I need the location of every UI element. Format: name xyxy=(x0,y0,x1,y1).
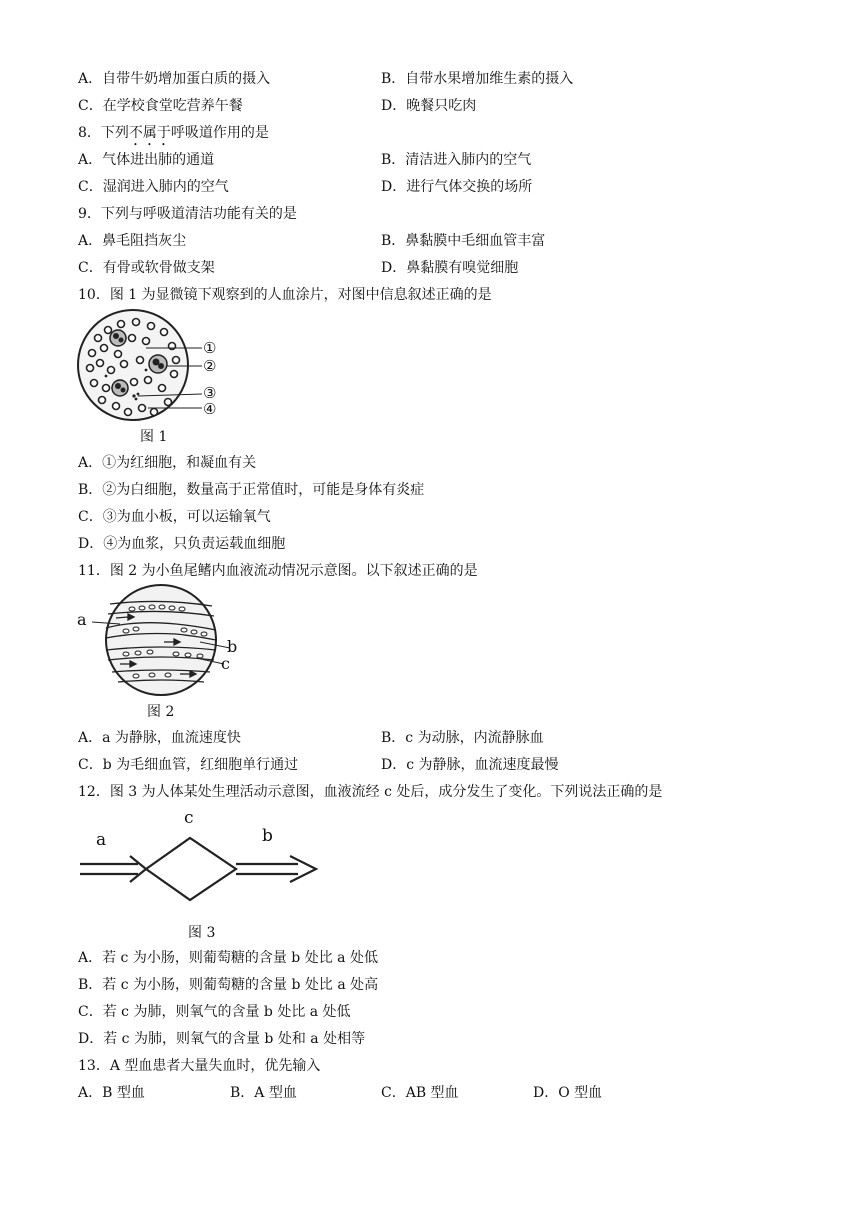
q11-option-c: C．b 为毛细血管，红细胞单行通过 xyxy=(78,757,299,773)
figure3-label-b: b xyxy=(262,826,273,846)
q8-option-d: D．进行气体交换的场所 xyxy=(381,179,533,195)
q12-option-d: D．若 c 为肺，则氧气的含量 b 处和 a 处相等 xyxy=(78,1031,366,1047)
figure2-label-a: a xyxy=(77,610,87,629)
q7-option-d: D．晚餐只吃肉 xyxy=(381,98,477,114)
figure1-label-4: ④ xyxy=(203,400,217,418)
q8-stem-post: 呼吸道作用的是 xyxy=(170,125,269,141)
figure1-label-3: ③ xyxy=(203,384,217,402)
q10-option-a: A．①为红细胞，和凝血有关 xyxy=(78,455,257,471)
figure3-caption: 图 3 xyxy=(188,925,216,941)
figure3-label-a: a xyxy=(96,830,107,850)
q12-option-a: A．若 c 为小肠，则葡萄糖的含量 b 处比 a 处低 xyxy=(78,950,378,966)
q10-option-c: C．③为血小板，可以运输氧气 xyxy=(78,509,271,525)
figure2-label-c: c xyxy=(221,654,230,673)
blood-flow-diagram xyxy=(76,822,326,902)
fish-tail-blood-flow-figure xyxy=(76,584,246,698)
q12-option-b: B．若 c 为小肠，则葡萄糖的含量 b 处比 a 处高 xyxy=(78,977,379,993)
figure2-label-b: b xyxy=(227,637,238,656)
q8-stem xyxy=(78,124,269,149)
q9-option-c: C．有骨或软骨做支架 xyxy=(78,260,215,276)
q8-stem-pre: 8．下列 xyxy=(78,125,129,141)
q11-option-b: B．c 为动脉，内流静脉血 xyxy=(381,730,544,746)
q9-option-a: A．鼻毛阻挡灰尘 xyxy=(78,233,187,249)
q9-stem: 9．下列与呼吸道清洁功能有关的是 xyxy=(78,206,297,222)
q13-option-b: B．A 型血 xyxy=(230,1085,297,1101)
q11-option-a: A．a 为静脉，血流速度快 xyxy=(78,730,241,746)
q12-stem: 12．图 3 为人体某处生理活动示意图，血液流经 c 处后，成分发生了变化。下列说法正确的是 xyxy=(78,784,663,800)
q10-option-b: B．②为白细胞，数量高于正常值时，可能是身体有炎症 xyxy=(78,482,425,498)
q11-option-d: D．c 为静脉，血流速度最慢 xyxy=(381,757,559,773)
q10-stem: 10．图 1 为显微镜下观察到的人血涂片，对图中信息叙述正确的是 xyxy=(78,287,492,303)
q8-option-c: C．湿润进入肺内的空气 xyxy=(78,179,229,195)
figure1-caption: 图 1 xyxy=(140,429,168,445)
figure1-label-2: ② xyxy=(203,357,217,375)
q10-option-d: D．④为血浆，只负责运载血细胞 xyxy=(78,536,286,552)
q13-stem: 13．A 型血患者大量失血时，优先输入 xyxy=(78,1058,321,1074)
q8-option-b: B．清洁进入肺内的空气 xyxy=(381,152,532,168)
q13-option-a: A．B 型血 xyxy=(78,1085,145,1101)
figure3-label-c: c xyxy=(184,808,194,828)
q11-stem: 11．图 2 为小鱼尾鳍内血液流动情况示意图。以下叙述正确的是 xyxy=(78,563,478,579)
q13-option-c: C．AB 型血 xyxy=(381,1085,459,1101)
figure1-label-1: ① xyxy=(203,339,217,357)
q7-option-b: B．自带水果增加维生素的摄入 xyxy=(381,71,574,87)
figure2-caption: 图 2 xyxy=(147,704,175,720)
q13-option-d: D．O 型血 xyxy=(533,1085,603,1101)
q9-option-d: D．鼻黏膜有嗅觉细胞 xyxy=(381,260,519,276)
q7-option-c: C．在学校食堂吃营养午餐 xyxy=(78,98,243,114)
q9-option-b: B．鼻黏膜中毛细血管丰富 xyxy=(381,233,546,249)
q7-option-a: A．自带牛奶增加蛋白质的摄入 xyxy=(78,71,271,87)
q12-option-c: C．若 c 为肺，则氧气的含量 b 处比 a 处低 xyxy=(78,1004,351,1020)
q8-stem-emphasis: 不属于 xyxy=(128,125,171,141)
q8-option-a: A．气体进出肺的通道 xyxy=(78,152,215,168)
